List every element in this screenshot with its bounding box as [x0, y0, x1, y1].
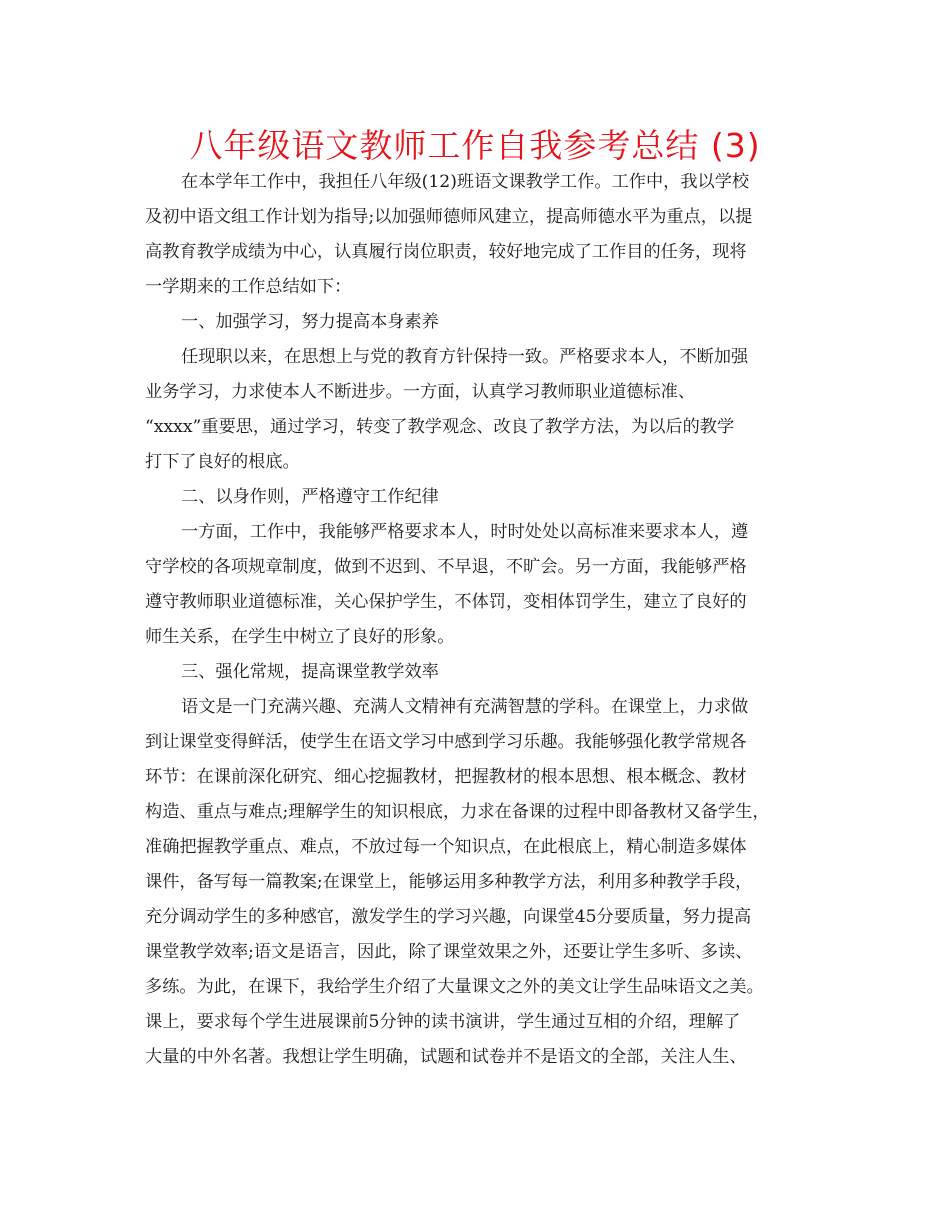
paragraph-line: 课上，要求每个学生进展课前5分钟的读书演讲，学生通过互相的介绍，理解了 [145, 1012, 741, 1032]
paragraph-line: 师生关系，在学生中树立了良好的形象。 [145, 627, 455, 647]
paragraph-line: 课件，备写每一篇教案;在课堂上，能够运用多种教学方法，利用多种教学手段， [145, 872, 753, 892]
paragraph-line: 到让课堂变得鲜活，使学生在语文学习中感到学习乐趣。我能够强化教学常规各 [145, 732, 747, 752]
paragraph-line: 大量的中外名著。我想让学生明确，试题和试卷并不是语文的全部，关注人生、 [145, 1047, 747, 1067]
paragraph-line: 打下了良好的根底。 [145, 452, 300, 472]
paragraph-line: 守学校的各项规章制度，做到不迟到、不早退，不旷会。另一方面，我能够严格 [145, 557, 747, 577]
paragraph-line: 环节：在课前深化研究、细心挖掘教材，把握教材的根本思想、根本概念、教材 [145, 767, 747, 787]
paragraph-line: 业务学习，力求使本人不断进步。一方面，认真学习教师职业道德标准、 [145, 382, 696, 402]
paragraph-line: 多练。为此，在课下，我给学生介绍了大量课文之外的美文让学生品味语文之美。 [145, 977, 764, 997]
paragraph-line: 及初中语文组工作计划为指导;以加强师德师风建立，提高师德水平为重点，以提 [145, 207, 753, 227]
document-title: 八年级语文教师工作自我参考总结 (3) [189, 126, 761, 165]
paragraph-line: 充分调动学生的多种感官，激发学生的学习兴趣，向课堂45分要质量，努力提高 [145, 907, 752, 927]
paragraph-line: 任现职以来，在思想上与党的教育方针保持一致。严格要求本人，不断加强 [181, 347, 749, 367]
paragraph-line: 遵守教师职业道德标准，关心保护学生，不体罚，变相体罚学生，建立了良好的 [145, 592, 747, 612]
paragraph-line: “xxxx”重要思，通过学习，转变了教学观念、改良了教学方法，为以后的教学 [145, 417, 735, 437]
paragraph-line: 课堂教学效率;语文是语言，因此，除了课堂效果之外，还要让学生多听、多读、 [145, 942, 753, 962]
paragraph-line: 构造、重点与难点;理解学生的知识根底，力求在备课的过程中即备教材又备学生， [145, 802, 770, 822]
document-body [145, 165, 815, 1075]
paragraph-line: 三、强化常规，提高课堂教学效率 [181, 662, 439, 682]
paragraph-line: 在本学年工作中，我担任八年级(12)班语文课教学工作。工作中，我以学校 [181, 172, 750, 192]
paragraph-line: 准确把握教学重点、难点，不放过每一个知识点，在此根底上，精心制造多媒体 [145, 837, 747, 857]
paragraph-line: 一方面，工作中，我能够严格要求本人，时时处处以高标准来要求本人，遵 [181, 522, 749, 542]
paragraph-line: 一、加强学习，努力提高本身素养 [181, 312, 439, 332]
paragraph-line: 高教育教学成绩为中心，认真履行岗位职责，较好地完成了工作目的任务，现将 [145, 242, 747, 262]
paragraph-line: 二、以身作则，严格遵守工作纪律 [181, 487, 439, 507]
paragraph-line: 一学期来的工作总结如下： [145, 277, 352, 297]
paragraph-line: 语文是一门充满兴趣、充满人文精神有充满智慧的学科。在课堂上，力求做 [181, 697, 749, 717]
